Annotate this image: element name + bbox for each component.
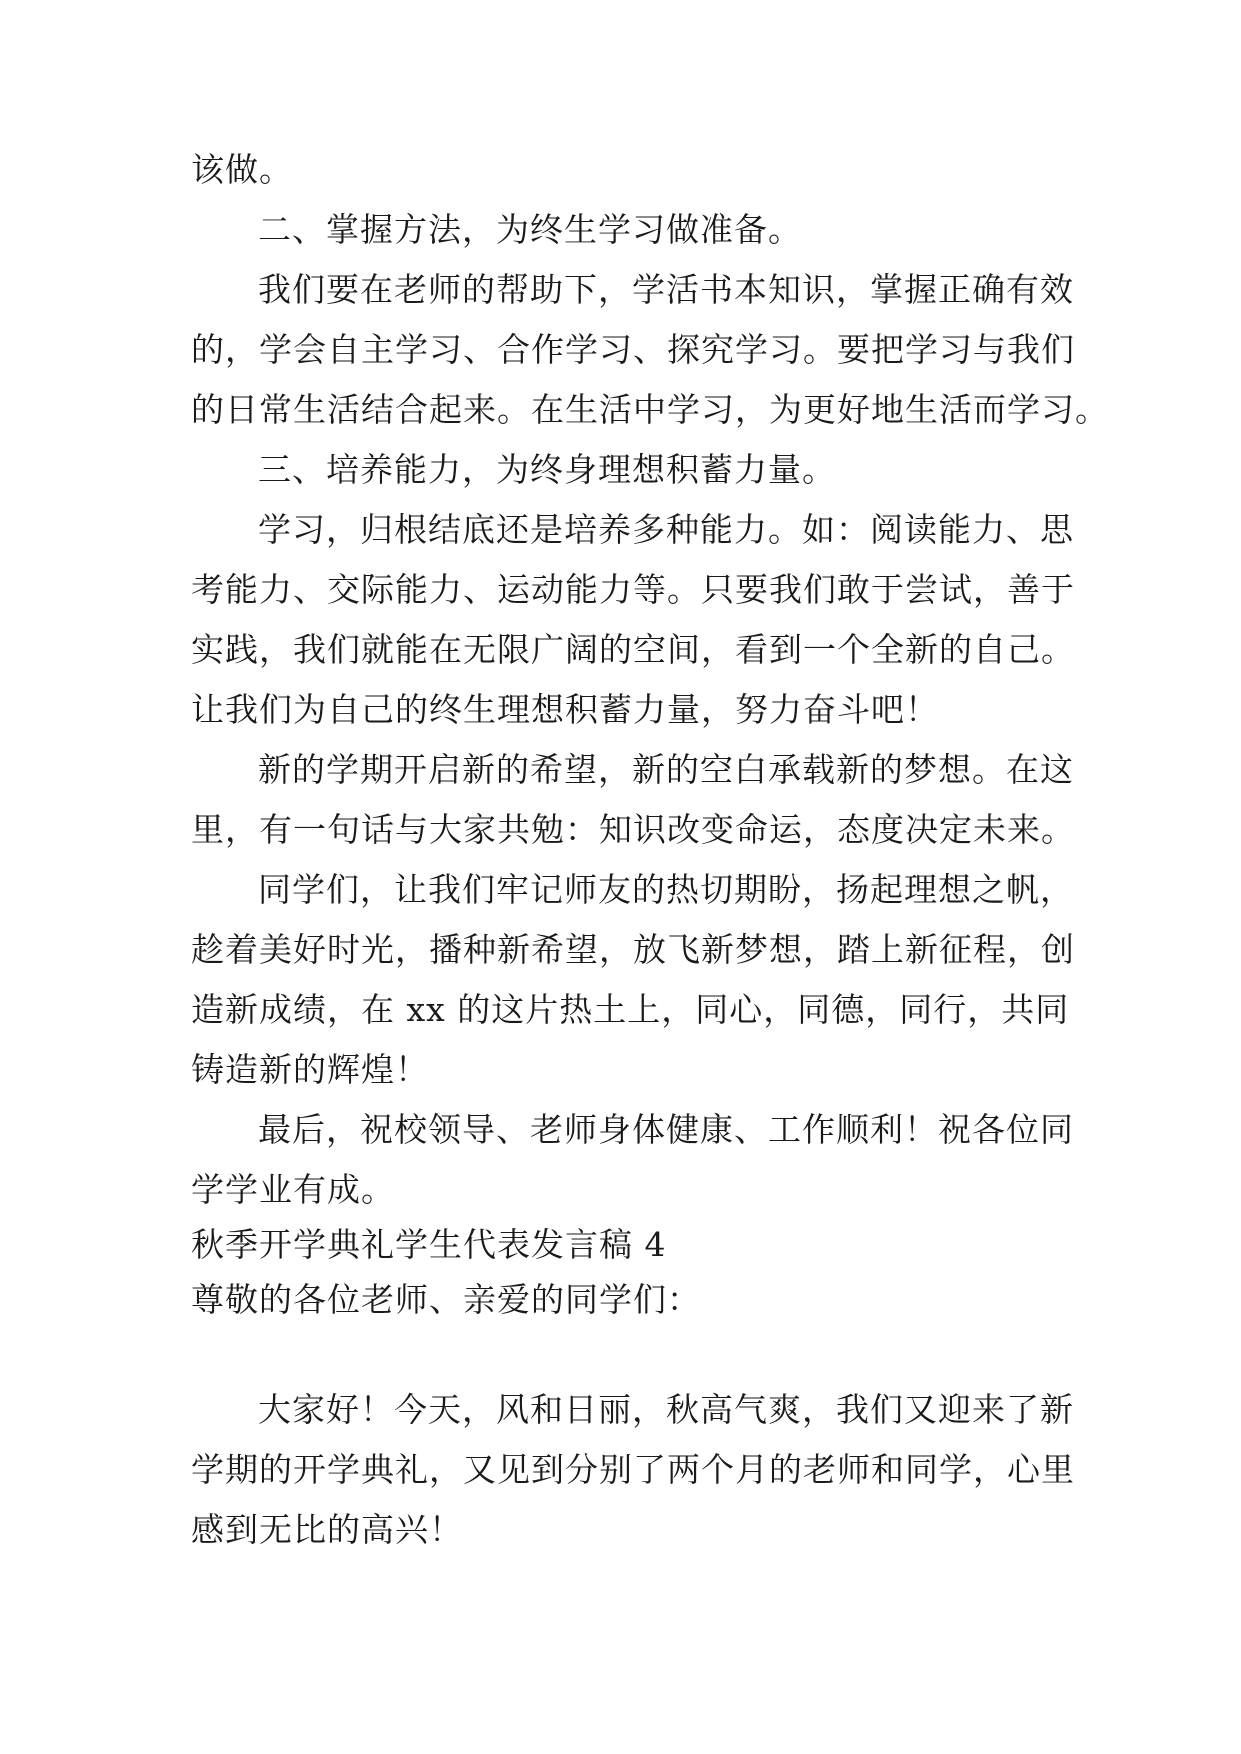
- text-line: 学习，归根结底还是培养多种能力。如：阅读能力、思: [258, 510, 1074, 549]
- text-line: 感到无比的高兴！: [191, 1510, 463, 1549]
- text-line: 铸造新的辉煌！: [191, 1050, 429, 1089]
- text-line: 考能力、交际能力、运动能力等。只要我们敢于尝试，善于: [191, 570, 1075, 609]
- text-line: 该做。: [191, 150, 293, 189]
- text-line: 实践，我们就能在无限广阔的空间，看到一个全新的自己。: [191, 630, 1075, 669]
- document-title: 秋季开学典礼学生代表发言稿 4: [191, 1225, 667, 1264]
- text-line: 学期的开学典礼，又见到分别了两个月的老师和同学，心里: [191, 1450, 1075, 1489]
- text-line: 趁着美好时光，播种新希望，放飞新梦想，踏上新征程，创: [191, 930, 1075, 969]
- text-line: 新的学期开启新的希望，新的空白承载新的梦想。在这: [258, 750, 1074, 789]
- text-line: 造新成绩，在 xx 的这片热土上，同心，同德，同行，共同: [191, 990, 1070, 1029]
- text-line: 大家好！今天，风和日丽，秋高气爽，我们又迎来了新: [258, 1390, 1074, 1429]
- text-line: 里，有一句话与大家共勉：知识改变命运，态度决定未来。: [191, 810, 1075, 849]
- text-line: 的，学会自主学习、合作学习、探究学习。要把学习与我们: [191, 330, 1075, 369]
- section-heading: 三、培养能力，为终身理想积蓄力量。: [258, 450, 836, 489]
- text-line: 的日常生活结合起来。在生活中学习，为更好地生活而学习。: [191, 390, 1109, 429]
- text-line: 让我们为自己的终生理想积蓄力量，努力奋斗吧！: [191, 690, 939, 729]
- text-line: 同学们，让我们牢记师友的热切期盼，扬起理想之帆，: [258, 870, 1074, 909]
- text-line: 学学业有成。: [191, 1170, 395, 1209]
- text-line: 最后，祝校领导、老师身体健康、工作顺利！祝各位同: [258, 1110, 1074, 1149]
- salutation: 尊敬的各位老师、亲爱的同学们：: [191, 1280, 701, 1319]
- text-line: 我们要在老师的帮助下，学活书本知识，掌握正确有效: [258, 270, 1074, 309]
- section-heading: 二、掌握方法，为终生学习做准备。: [258, 210, 802, 249]
